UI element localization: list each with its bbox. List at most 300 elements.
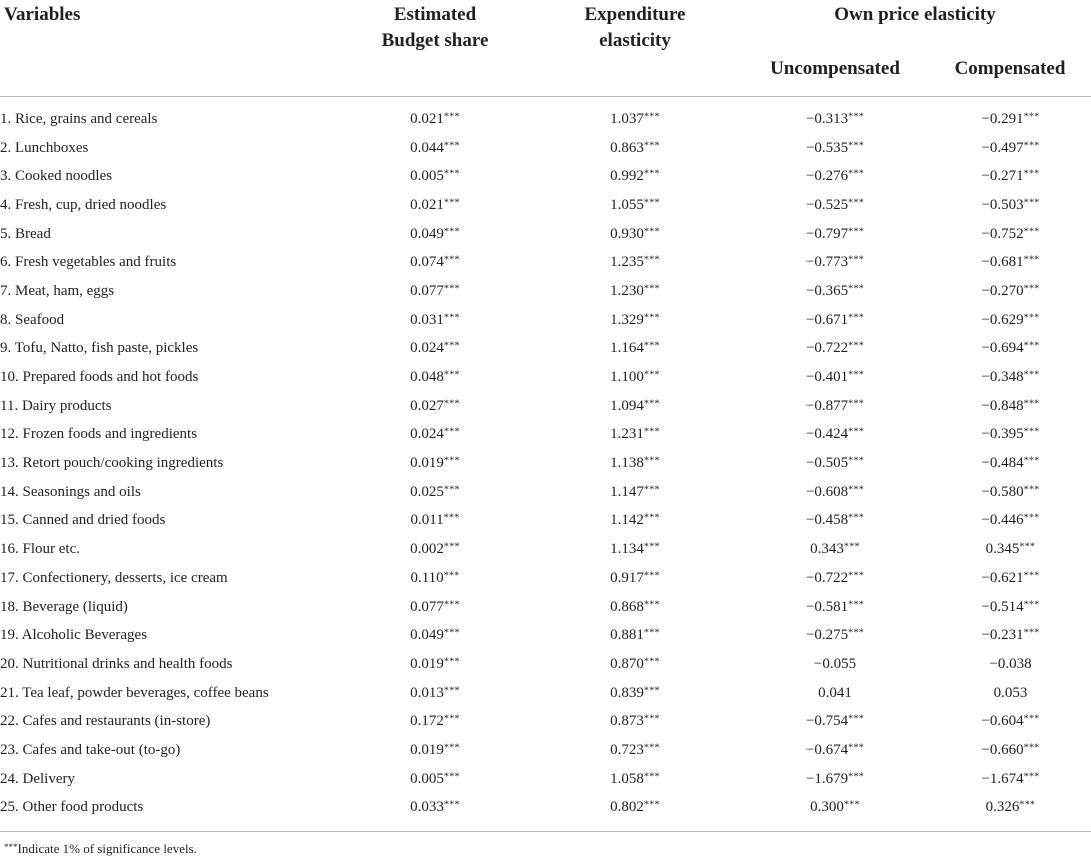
table-row	[0, 564, 1091, 593]
significance-marker: ***	[1023, 742, 1040, 754]
budget-share-cell	[340, 679, 530, 708]
uncompensated-cell	[740, 650, 930, 679]
compensated-cell-value: −0.395	[981, 426, 1024, 443]
compensated-cell-value: −0.484	[981, 455, 1024, 472]
uncompensated-cell	[740, 535, 930, 564]
compensated-cell-value: −0.270	[981, 282, 1024, 299]
significance-marker: ***	[848, 312, 865, 324]
significance-marker: ***	[643, 226, 660, 238]
significance-marker: ***	[1023, 627, 1040, 639]
significance-marker: ***	[1023, 512, 1040, 524]
expenditure-elasticity-cell-value: 0.930	[610, 225, 644, 242]
budget-share-cell-value: 0.005	[410, 168, 444, 185]
uncompensated-cell	[740, 363, 930, 392]
uncompensated-cell-value: −0.458	[805, 512, 849, 529]
compensated-cell-value: −0.660	[981, 741, 1024, 758]
budget-share-cell-value: 0.021	[410, 110, 444, 127]
budget-share-cell	[340, 191, 530, 220]
compensated-cell-value: −0.848	[981, 397, 1024, 414]
expenditure-elasticity-cell-value: 0.992	[610, 168, 644, 185]
compensated-cell	[930, 564, 1091, 593]
compensated-cell	[930, 277, 1091, 306]
compensated-cell-value: −0.604	[981, 713, 1024, 730]
significance-marker: ***	[1023, 254, 1040, 266]
expenditure-elasticity-cell	[530, 679, 740, 708]
budget-share-cell-value: 0.049	[410, 627, 444, 644]
variable-name: 9. Tofu, Natto, fish paste, pickles	[0, 340, 199, 357]
significance-marker: ***	[443, 312, 460, 324]
expenditure-elasticity-cell-value: 1.235	[610, 254, 644, 271]
budget-share-cell-value: 0.077	[410, 598, 444, 615]
budget-share-cell	[340, 765, 530, 794]
significance-marker: ***	[443, 799, 460, 811]
significance-marker: ***	[443, 226, 460, 238]
uncompensated-cell	[740, 421, 930, 450]
table-row	[0, 220, 1091, 249]
compensated-cell-value: −0.621	[981, 569, 1024, 586]
table-row	[0, 765, 1091, 794]
significance-marker: ***	[643, 254, 660, 266]
table-row	[0, 593, 1091, 622]
table-row	[0, 507, 1091, 536]
header-budget-share	[340, 2, 530, 54]
significance-marker: ***	[643, 742, 660, 754]
significance-marker: ***	[1023, 226, 1040, 238]
compensated-cell	[930, 421, 1091, 450]
budget-share-cell-value: 0.031	[410, 311, 444, 328]
significance-marker: ***	[848, 742, 865, 754]
compensated-cell-value: −0.348	[981, 369, 1024, 386]
compensated-cell-value: 0.053	[993, 684, 1028, 701]
compensated-cell	[930, 679, 1091, 708]
compensated-cell-value: −0.446	[981, 512, 1024, 529]
table-row	[0, 306, 1091, 335]
expenditure-elasticity-cell	[530, 306, 740, 335]
variable-name: 12. Frozen foods and ingredients	[0, 426, 198, 443]
compensated-cell	[930, 736, 1091, 765]
table-row	[0, 105, 1091, 134]
budget-share-cell-value: 0.002	[410, 541, 444, 558]
compensated-cell	[930, 105, 1091, 134]
variable-name: 3. Cooked noodles	[0, 168, 113, 185]
expenditure-elasticity-cell-value: 1.164	[610, 340, 644, 357]
significance-marker: ***	[1023, 369, 1040, 381]
expenditure-elasticity-cell	[530, 162, 740, 191]
compensated-cell-value: 0.345	[985, 541, 1020, 558]
expenditure-elasticity-cell	[530, 736, 740, 765]
significance-marker: ***	[643, 197, 660, 209]
significance-marker: ***	[848, 627, 865, 639]
significance-marker: ***	[1023, 713, 1040, 725]
significance-marker: ***	[443, 426, 460, 438]
compensated-cell	[930, 191, 1091, 220]
budget-share-cell	[340, 248, 530, 277]
uncompensated-cell	[740, 765, 930, 794]
budget-share-cell	[340, 421, 530, 450]
variable-name: 16. Flour etc.	[0, 541, 80, 558]
expenditure-elasticity-cell-value: 1.094	[610, 397, 644, 414]
significance-marker: ***	[443, 140, 460, 152]
uncompensated-cell-value: −0.365	[805, 282, 849, 299]
significance-marker: ***	[848, 168, 865, 180]
compensated-cell	[930, 248, 1091, 277]
table-row	[0, 277, 1091, 306]
variable-name: 25. Other food products	[0, 799, 144, 816]
expenditure-elasticity-cell	[530, 507, 740, 536]
uncompensated-cell	[740, 335, 930, 364]
budget-share-cell	[340, 449, 530, 478]
compensated-cell-value: −0.580	[981, 483, 1024, 500]
significance-marker: ***	[1023, 283, 1040, 295]
compensated-cell	[930, 134, 1091, 163]
significance-marker: ***	[1023, 340, 1040, 352]
table-row	[0, 162, 1091, 191]
compensated-cell	[930, 621, 1091, 650]
significance-marker: ***	[643, 541, 660, 553]
table-row	[0, 736, 1091, 765]
variable-name: 21. Tea leaf, powder beverages, coffee beans	[0, 684, 269, 701]
variable-name: 23. Cafes and take-out (to-go)	[0, 741, 181, 758]
compensated-cell	[930, 650, 1091, 679]
uncompensated-cell-value: −0.313	[805, 110, 849, 127]
expenditure-elasticity-cell	[530, 478, 740, 507]
budget-share-cell-value: 0.024	[410, 426, 444, 443]
budget-share-cell-value: 0.048	[410, 369, 444, 386]
budget-share-cell-value: 0.110	[410, 569, 444, 586]
compensated-cell-value: −0.231	[981, 627, 1024, 644]
uncompensated-cell-value: −1.679	[805, 770, 849, 787]
compensated-cell-value: −0.681	[981, 254, 1024, 271]
compensated-cell-value: −0.514	[981, 598, 1024, 615]
budget-share-cell-value: 0.025	[410, 483, 444, 500]
uncompensated-cell	[740, 478, 930, 507]
compensated-cell	[930, 392, 1091, 421]
expenditure-elasticity-cell-value: 0.868	[610, 598, 644, 615]
compensated-cell	[930, 794, 1091, 823]
budget-share-cell	[340, 593, 530, 622]
header-expenditure-line1: Expenditure	[584, 4, 686, 25]
significance-marker: ***	[843, 541, 860, 553]
budget-share-cell	[340, 794, 530, 823]
expenditure-elasticity-cell-value: 1.230	[610, 282, 644, 299]
significance-marker: ***	[643, 627, 660, 639]
budget-share-cell	[340, 507, 530, 536]
expenditure-elasticity-cell	[530, 449, 740, 478]
uncompensated-cell-value: −0.505	[805, 455, 849, 472]
significance-marker: ***	[848, 484, 865, 496]
significance-marker: ***	[443, 512, 460, 524]
significance-marker: ***	[643, 799, 660, 811]
significance-marker: ***	[1023, 197, 1040, 209]
significance-marker: ***	[643, 283, 660, 295]
variable-name: 6. Fresh vegetables and fruits	[0, 254, 177, 271]
budget-share-cell-value: 0.005	[410, 770, 444, 787]
uncompensated-cell	[740, 105, 930, 134]
significance-marker: ***	[643, 111, 660, 123]
uncompensated-cell	[740, 707, 930, 736]
expenditure-elasticity-cell	[530, 765, 740, 794]
compensated-cell	[930, 535, 1091, 564]
significance-marker: ***	[848, 340, 865, 352]
expenditure-elasticity-cell-value: 1.055	[610, 196, 644, 213]
bottom-rule	[0, 831, 1091, 832]
budget-share-cell	[340, 220, 530, 249]
significance-marker: ***	[443, 254, 460, 266]
budget-share-cell	[340, 535, 530, 564]
significance-marker: ***	[643, 599, 660, 611]
variable-name: 13. Retort pouch/cooking ingredients	[0, 455, 224, 472]
uncompensated-cell	[740, 277, 930, 306]
uncompensated-cell-value: −0.275	[805, 627, 849, 644]
significance-marker: ***	[848, 599, 865, 611]
table-row	[0, 535, 1091, 564]
significance-marker: ***	[848, 254, 865, 266]
compensated-cell-value: −0.694	[981, 340, 1024, 357]
compensated-cell	[930, 478, 1091, 507]
significance-marker: ***	[643, 312, 660, 324]
uncompensated-cell-value: −0.401	[805, 369, 849, 386]
expenditure-elasticity-cell	[530, 220, 740, 249]
table-row	[0, 679, 1091, 708]
variable-name: 10. Prepared foods and hot foods	[0, 369, 199, 386]
significance-marker: ***	[848, 111, 865, 123]
significance-marker: ***	[848, 713, 865, 725]
budget-share-cell	[340, 736, 530, 765]
variable-name: 2. Lunchboxes	[0, 139, 89, 156]
significance-marker: ***	[443, 742, 460, 754]
uncompensated-cell	[740, 507, 930, 536]
compensated-cell-value: −0.497	[981, 139, 1024, 156]
significance-marker: ***	[443, 340, 460, 352]
uncompensated-cell	[740, 306, 930, 335]
budget-share-cell-value: 0.019	[410, 455, 444, 472]
expenditure-elasticity-cell-value: 1.231	[610, 426, 644, 443]
uncompensated-cell-value: −0.276	[805, 168, 849, 185]
uncompensated-cell-value: −0.797	[805, 225, 849, 242]
significance-marker: ***	[1023, 570, 1040, 582]
expenditure-elasticity-cell	[530, 564, 740, 593]
compensated-cell-value: −0.271	[981, 168, 1024, 185]
expenditure-elasticity-cell	[530, 421, 740, 450]
compensated-cell-value: −1.674	[981, 770, 1024, 787]
table-row	[0, 794, 1091, 823]
expenditure-elasticity-cell-value: 0.870	[610, 655, 644, 672]
expenditure-elasticity-cell-value: 0.917	[610, 569, 644, 586]
uncompensated-cell-value: 0.300	[810, 799, 844, 816]
table-body	[0, 105, 1091, 822]
uncompensated-cell-value: 0.343	[810, 541, 844, 558]
variable-name: 15. Canned and dried foods	[0, 512, 166, 529]
significance-marker: ***	[848, 197, 865, 209]
significance-marker: ***	[443, 771, 460, 783]
expenditure-elasticity-cell	[530, 535, 740, 564]
budget-share-cell	[340, 277, 530, 306]
variable-name: 20. Nutritional drinks and health foods	[0, 655, 233, 672]
header-budget-share-line1: Estimated	[393, 4, 477, 25]
expenditure-elasticity-cell-value: 1.100	[610, 369, 644, 386]
significance-marker: ***	[443, 570, 460, 582]
budget-share-cell	[340, 564, 530, 593]
budget-share-cell	[340, 335, 530, 364]
uncompensated-cell-value: −0.754	[805, 713, 849, 730]
significance-marker: ***	[848, 455, 865, 467]
significance-marker: ***	[1023, 140, 1040, 152]
table-row	[0, 421, 1091, 450]
significance-marker: ***	[443, 713, 460, 725]
uncompensated-cell	[740, 220, 930, 249]
uncompensated-cell	[740, 392, 930, 421]
compensated-cell	[930, 765, 1091, 794]
uncompensated-cell	[740, 794, 930, 823]
significance-marker: ***	[443, 685, 460, 697]
uncompensated-cell	[740, 564, 930, 593]
budget-share-cell-value: 0.074	[410, 254, 444, 271]
significance-marker: ***	[843, 799, 860, 811]
significance-marker: ***	[643, 512, 660, 524]
significance-marker: ***	[643, 656, 660, 668]
significance-marker: ***	[1023, 599, 1040, 611]
expenditure-elasticity-cell	[530, 248, 740, 277]
significance-marker: ***	[1019, 799, 1036, 811]
budget-share-cell-value: 0.013	[410, 684, 444, 701]
variable-name: 11. Dairy products	[0, 397, 112, 414]
compensated-cell-value: 0.326	[985, 799, 1020, 816]
expenditure-elasticity-cell	[530, 392, 740, 421]
uncompensated-cell-value: −0.722	[805, 340, 849, 357]
table-row	[0, 707, 1091, 736]
budget-share-cell-value: 0.077	[410, 282, 444, 299]
expenditure-elasticity-cell	[530, 593, 740, 622]
elasticity-table	[0, 105, 1091, 822]
expenditure-elasticity-cell	[530, 650, 740, 679]
compensated-cell	[930, 363, 1091, 392]
expenditure-elasticity-cell-value: 1.134	[610, 541, 644, 558]
significance-marker: ***	[643, 455, 660, 467]
significance-marker: ***	[848, 140, 865, 152]
variable-name: 22. Cafes and restaurants (in-store)	[0, 713, 211, 730]
compensated-cell-value: −0.629	[981, 311, 1024, 328]
compensated-cell	[930, 507, 1091, 536]
budget-share-cell	[340, 306, 530, 335]
expenditure-elasticity-cell	[530, 277, 740, 306]
budget-share-cell	[340, 363, 530, 392]
uncompensated-cell	[740, 621, 930, 650]
expenditure-elasticity-cell	[530, 794, 740, 823]
significance-marker: ***	[1019, 541, 1036, 553]
significance-marker: ***	[1023, 455, 1040, 467]
expenditure-elasticity-cell-value: 1.329	[610, 311, 644, 328]
uncompensated-cell-value: −0.671	[805, 311, 849, 328]
compensated-cell-value: −0.038	[989, 655, 1032, 672]
variable-name: 14. Seasonings and oils	[0, 483, 141, 500]
expenditure-elasticity-cell-value: 0.863	[610, 139, 644, 156]
table-row	[0, 449, 1091, 478]
uncompensated-cell	[740, 162, 930, 191]
significance-marker: ***	[643, 484, 660, 496]
significance-marker: ***	[443, 627, 460, 639]
significance-marker: ***	[443, 455, 460, 467]
expenditure-elasticity-cell-value: 1.138	[610, 455, 644, 472]
budget-share-cell	[340, 478, 530, 507]
expenditure-elasticity-cell-value: 1.142	[610, 512, 644, 529]
significance-marker: ***	[443, 484, 460, 496]
significance-marker: ***	[848, 771, 865, 783]
significance-marker: ***	[643, 685, 660, 697]
uncompensated-cell-value: −0.525	[805, 196, 849, 213]
variable-name: 17. Confectionery, desserts, ice cream	[0, 569, 228, 586]
table-row	[0, 392, 1091, 421]
expenditure-elasticity-cell	[530, 335, 740, 364]
expenditure-elasticity-cell	[530, 134, 740, 163]
significance-marker: ***	[1023, 771, 1040, 783]
budget-share-cell-value: 0.044	[410, 139, 444, 156]
significance-marker: ***	[643, 168, 660, 180]
uncompensated-cell	[740, 134, 930, 163]
header-budget-share-line2: Budget share	[381, 30, 489, 51]
significance-marker: ***	[643, 713, 660, 725]
expenditure-elasticity-cell-value: 1.058	[610, 770, 644, 787]
significance-marker: ***	[643, 340, 660, 352]
header-compensated: Compensated	[954, 58, 1066, 79]
budget-share-cell	[340, 134, 530, 163]
significance-marker: ***	[848, 369, 865, 381]
expenditure-elasticity-cell	[530, 621, 740, 650]
significance-marker: ***	[443, 398, 460, 410]
uncompensated-cell-value: 0.041	[818, 684, 852, 701]
expenditure-elasticity-cell-value: 1.147	[610, 483, 644, 500]
expenditure-elasticity-cell-value: 0.802	[610, 799, 644, 816]
budget-share-cell-value: 0.024	[410, 340, 444, 357]
table-row	[0, 621, 1091, 650]
budget-share-cell	[340, 621, 530, 650]
variable-name: 1. Rice, grains and cereals	[0, 110, 158, 127]
significance-marker: ***	[643, 398, 660, 410]
uncompensated-cell-value: −0.877	[805, 397, 849, 414]
significance-marker: ***	[1023, 312, 1040, 324]
compensated-cell	[930, 593, 1091, 622]
significance-marker: ***	[1023, 168, 1040, 180]
uncompensated-cell-value: −0.535	[805, 139, 849, 156]
footnote	[4, 841, 197, 857]
variable-name: 24. Delivery	[0, 770, 75, 787]
significance-marker: ***	[1023, 111, 1040, 123]
budget-share-cell-value: 0.021	[410, 196, 444, 213]
compensated-cell	[930, 220, 1091, 249]
table-row	[0, 248, 1091, 277]
variable-name: 7. Meat, ham, eggs	[0, 282, 115, 299]
compensated-cell	[930, 162, 1091, 191]
expenditure-elasticity-cell	[530, 105, 740, 134]
significance-marker: ***	[848, 570, 865, 582]
uncompensated-cell	[740, 449, 930, 478]
significance-marker: ***	[1023, 398, 1040, 410]
compensated-cell	[930, 449, 1091, 478]
significance-marker: ***	[848, 226, 865, 238]
compensated-cell	[930, 335, 1091, 364]
significance-marker: ***	[443, 168, 460, 180]
compensated-cell-value: −0.503	[981, 196, 1024, 213]
uncompensated-cell-value: −0.608	[805, 483, 849, 500]
uncompensated-cell-value: −0.722	[805, 569, 849, 586]
compensated-cell-value: −0.752	[981, 225, 1024, 242]
budget-share-cell	[340, 707, 530, 736]
uncompensated-cell	[740, 736, 930, 765]
header-expenditure-line2: elasticity	[599, 30, 671, 51]
significance-marker: ***	[1023, 484, 1040, 496]
budget-share-cell	[340, 162, 530, 191]
variable-name: 19. Alcoholic Beverages	[0, 627, 148, 644]
significance-marker: ***	[443, 656, 460, 668]
